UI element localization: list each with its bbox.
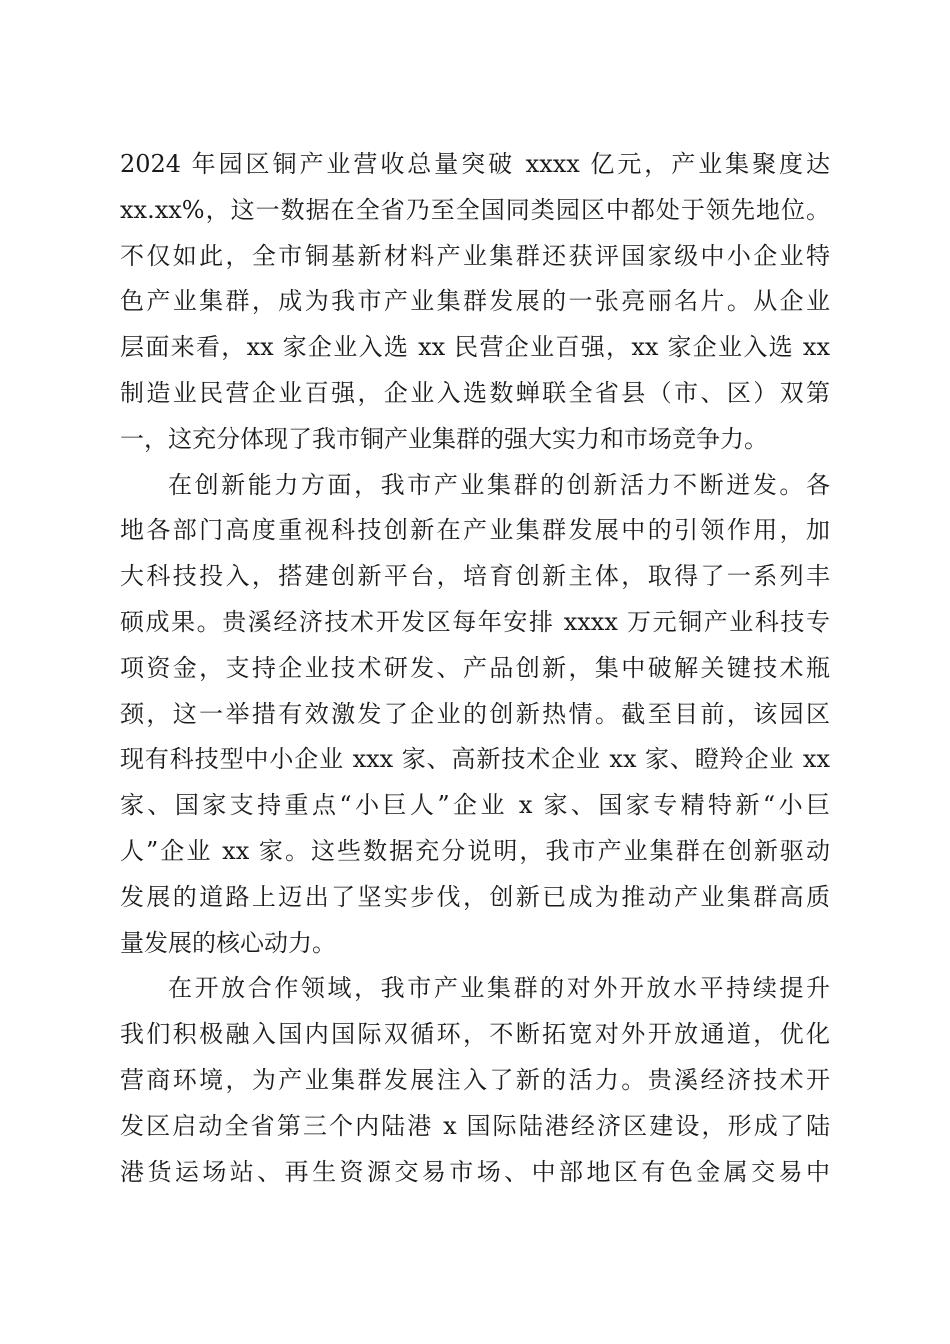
text-line: 项资金，支持企业技术研发、产品创新，集中破解关键技术瓶 [120, 653, 830, 682]
text-line: 制造业民营企业百强，企业入选数蝉联全省县（市、区）双第 [120, 378, 830, 407]
text-line: 大科技投入，搭建创新平台，培育创新主体，取得了一系列丰 [120, 562, 830, 591]
text-line: 颈，这一举措有效激发了企业的创新热情。截至目前，该园区 [120, 699, 830, 728]
text-line: 2024 年园区铜产业营收总量突破 xxxx 亿元，产业集聚度达 [120, 150, 830, 178]
text-line: 在开放合作领域，我市产业集群的对外开放水平持续提升 [168, 974, 830, 1003]
text-line: 不仅如此，全市铜基新材料产业集群还获评国家级中小企业特 [120, 241, 830, 270]
text-line: 一，这充分体现了我市铜产业集群的强大实力和市场竞争力。 [120, 424, 768, 453]
paragraph-3 [120, 966, 830, 1195]
text-line: 发展的道路上迈出了坚实步伐，创新已成为推动产业集群高质 [120, 882, 830, 911]
text-line: 量发展的核心动力。 [120, 928, 336, 957]
paragraph-1 [120, 142, 830, 463]
text-line: 我们积极融入国内国际双循环，不断拓宽对外开放通道，优化 [120, 1020, 830, 1049]
text-line: 现有科技型中小企业 xxx 家、高新技术企业 xx 家、瞪羚企业 xx [120, 745, 830, 774]
text-line: 层面来看，xx 家企业入选 xx 民营企业百强，xx 家企业入选 xx [120, 333, 830, 362]
paragraph-2 [120, 463, 830, 967]
text-line: xx.xx%，这一数据在全省乃至全国同类园区中都处于领先地位。 [120, 195, 830, 224]
text-line: 地各部门高度重视科技创新在产业集群发展中的引领作用，加 [120, 516, 830, 545]
document-body [120, 142, 830, 1195]
text-line: 港货运场站、再生资源交易市场、中部地区有色金属交易中 [120, 1157, 830, 1186]
text-line: 硕成果。贵溪经济技术开发区每年安排 xxxx 万元铜产业科技专 [120, 607, 830, 636]
text-line: 色产业集群，成为我市产业集群发展的一张亮丽名片。从企业 [120, 287, 830, 316]
text-line: 人”企业 xx 家。这些数据充分说明，我市产业集群在创新驱动 [120, 836, 830, 865]
text-line: 家、国家支持重点“小巨人”企业 x 家、国家专精特新“小巨 [120, 791, 830, 820]
text-line: 营商环境，为产业集群发展注入了新的活力。贵溪经济技术开 [120, 1065, 830, 1094]
text-line: 发区启动全省第三个内陆港 x 国际陆港经济区建设，形成了陆 [120, 1111, 830, 1140]
text-line: 在创新能力方面，我市产业集群的创新活力不断迸发。各 [168, 470, 830, 499]
